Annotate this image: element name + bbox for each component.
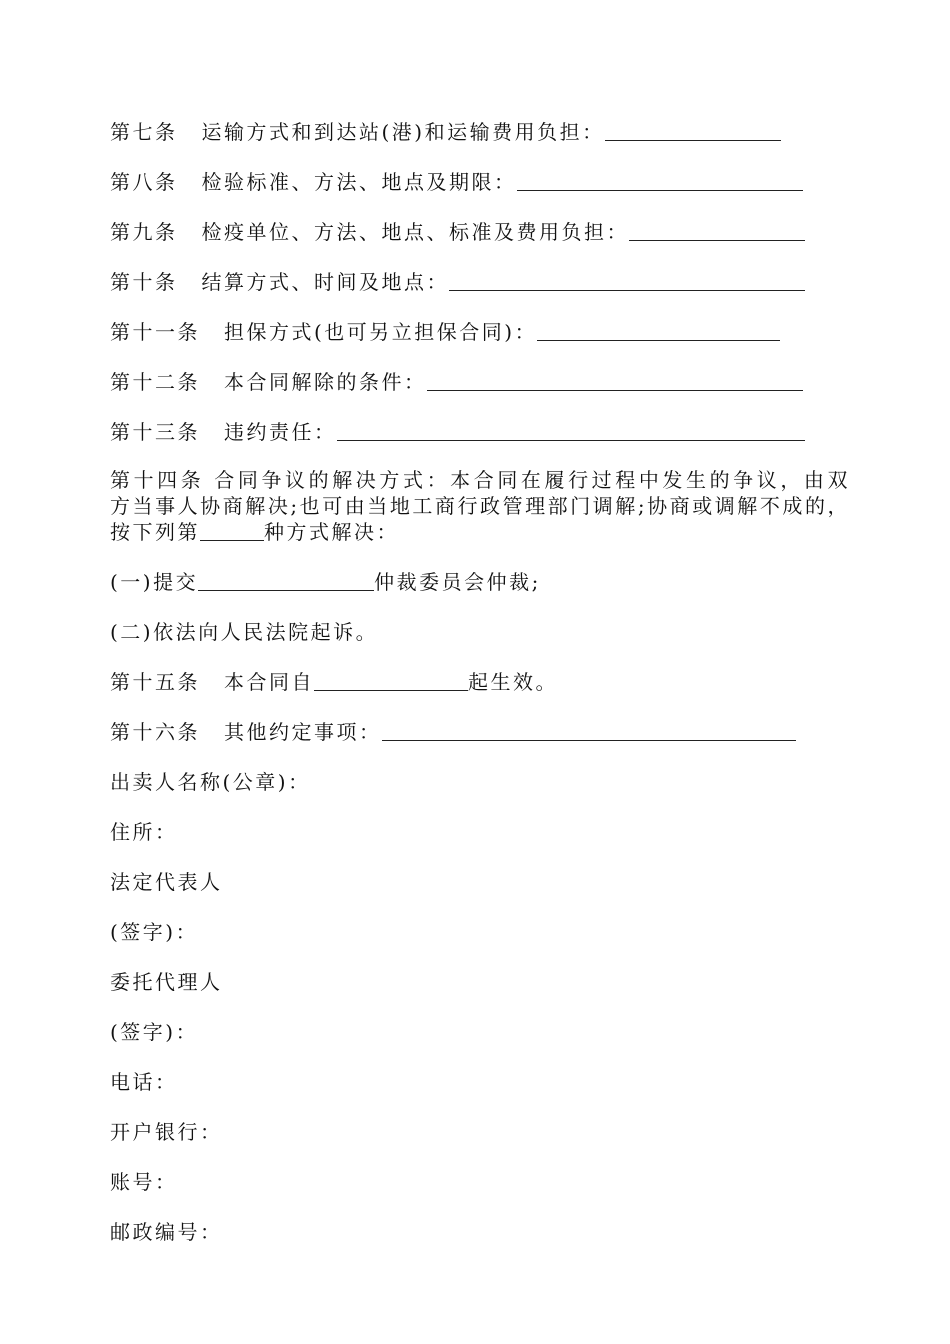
article-16 <box>110 720 796 744</box>
field-label: 委托代理人 <box>110 970 223 994</box>
article-number: 第十条 <box>110 270 178 294</box>
article-number: 第九条 <box>110 220 178 244</box>
fill-blank <box>337 439 805 441</box>
article-text: 检验标准、方法、地点及期限： <box>201 170 517 194</box>
field-label: 出卖人名称(公章)： <box>110 770 311 794</box>
field-label: 邮政编号： <box>110 1220 223 1244</box>
article-text: 运输方式和到达站(港)和运输费用负担： <box>201 120 605 144</box>
article-14-line-1 <box>110 467 850 493</box>
option-text: (二)依法向人民法院起诉。 <box>110 620 379 644</box>
field-label: 住所： <box>110 820 178 844</box>
article-number: 第十三条 <box>110 420 200 444</box>
fill-blank <box>427 389 803 391</box>
field-label: 法定代表人 <box>110 870 223 894</box>
article-14-line-2 <box>110 493 850 519</box>
article-number: 第七条 <box>110 120 178 144</box>
agent-label <box>110 970 223 994</box>
article-11 <box>110 320 780 344</box>
field-label: 电话： <box>110 1070 178 1094</box>
postal-code-label <box>110 1220 223 1244</box>
article-text: 检疫单位、方法、地点、标准及费用负担： <box>201 220 629 244</box>
bank-label <box>110 1120 223 1144</box>
seller-name-label <box>110 770 311 794</box>
article-text: 违约责任： <box>224 420 337 444</box>
article-15 <box>110 670 558 694</box>
field-label: (签字)： <box>110 920 199 944</box>
seller-address-label <box>110 820 178 844</box>
article-text: 其他约定事项： <box>224 720 382 744</box>
article-14-line-3 <box>110 519 850 545</box>
article-number: 第十六条 <box>110 720 200 744</box>
article-number: 第十五条 <box>110 670 200 694</box>
fill-blank <box>537 339 780 341</box>
agent-signature-label <box>110 1020 198 1044</box>
article-text: 种方式解决： <box>264 520 399 544</box>
fill-blank <box>449 289 805 291</box>
fill-blank <box>605 139 781 141</box>
article-number: 第十二条 <box>110 370 200 394</box>
article-text: 方当事人协商解决;也可由当地工商行政管理部门调解;协商或调解不成的， <box>110 494 850 518</box>
article-text: 结算方式、时间及地点： <box>201 270 449 294</box>
article-text: 起生效。 <box>468 670 558 694</box>
article-10 <box>110 270 805 294</box>
article-text: 按下列第 <box>110 520 200 544</box>
account-label <box>110 1170 178 1194</box>
article-number: 第八条 <box>110 170 178 194</box>
legal-rep-label <box>110 870 223 894</box>
article-number: 第十四条 <box>110 468 205 492</box>
fill-blank <box>200 539 264 541</box>
fill-blank <box>629 239 805 241</box>
article-9 <box>110 220 805 244</box>
field-label: (签字)： <box>110 1020 199 1044</box>
legal-rep-signature-label <box>110 920 198 944</box>
article-text: 担保方式(也可另立担保合同)： <box>224 320 538 344</box>
fill-blank <box>198 589 374 591</box>
article-7 <box>110 120 781 144</box>
option-1 <box>110 570 541 594</box>
phone-label <box>110 1070 178 1094</box>
article-text: 本合同解除的条件： <box>224 370 427 394</box>
fill-blank <box>314 689 468 691</box>
fill-blank <box>517 189 803 191</box>
article-13 <box>110 420 805 444</box>
field-label: 账号： <box>110 1170 178 1194</box>
fill-blank <box>382 739 796 741</box>
article-12 <box>110 370 803 394</box>
option-text: (一)提交 <box>110 570 199 594</box>
article-text: 本合同自 <box>224 670 314 694</box>
option-text: 仲裁委员会仲裁; <box>374 570 541 594</box>
article-text: 合同争议的解决方式：本合同在履行过程中发生的争议，由双 <box>214 468 851 492</box>
field-label: 开户银行： <box>110 1120 223 1144</box>
article-number: 第十一条 <box>110 320 200 344</box>
article-14 <box>110 467 850 545</box>
article-8 <box>110 170 803 194</box>
option-2 <box>110 620 378 644</box>
